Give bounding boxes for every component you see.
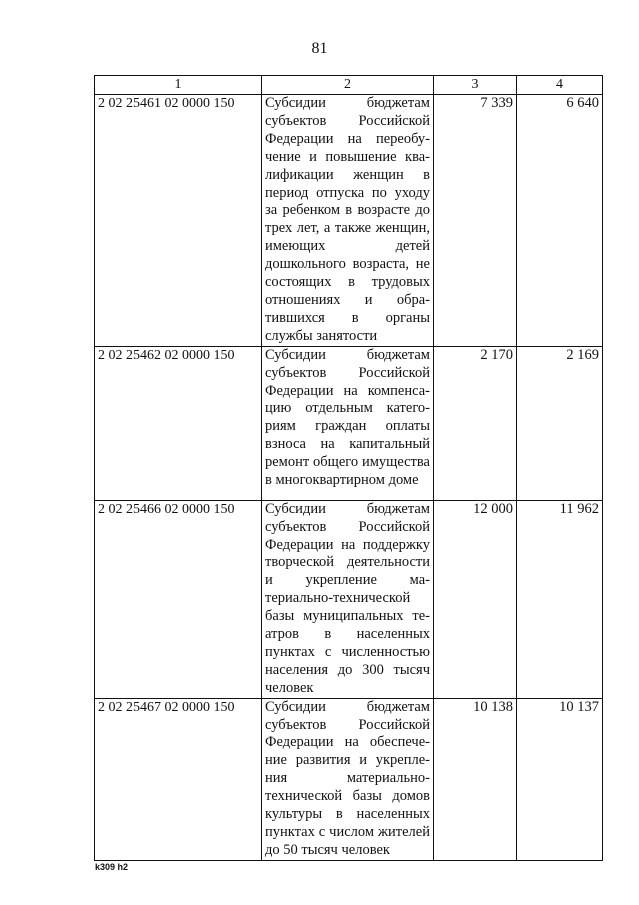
- amount-col3-cell: 2 170: [434, 346, 517, 500]
- description-cell: Субсидии бюджетам субъектов Российской Федерации на переобучение и повышение квалификации женщин в период отпуска по уходу за ребенком в возрасте до трех лет, а также женщин, имеющих детей дошкольного возраста, не состоящих в трудовых отношениях и обратившихся в органы службы занятости: [262, 95, 434, 347]
- amount-col3-cell: 12 000: [434, 500, 517, 698]
- page-number: 81: [311, 40, 328, 57]
- amount-col4-cell: 10 137: [517, 698, 603, 860]
- column-header-2: 2: [262, 76, 434, 95]
- amount-col4-cell: 2 169: [517, 346, 603, 500]
- description-cell: Субсидии бюджетам субъектов Российской Федерации на компенсацию отдельным категориям граждан оплаты взноса на капитальный ремонт общего имущества в многоквартирном доме: [262, 346, 434, 500]
- amount-col3-cell: 10 138: [434, 698, 517, 860]
- table-row: [95, 698, 603, 860]
- document-footer-code: k309 h2: [95, 862, 129, 872]
- table-row: [95, 95, 603, 347]
- description-cell: Субсидии бюджетам субъектов Российской Федерации на обеспечение развития и укрепления материально-технической базы домов культуры в населенных пунктах с числом жителей до 50 тысяч человек: [262, 698, 434, 860]
- column-header-1: 1: [95, 76, 262, 95]
- amount-col3-cell: 7 339: [434, 95, 517, 347]
- amount-col4-cell: 11 962: [517, 500, 603, 698]
- budget-code-cell: 2 02 25462 02 0000 150: [95, 346, 262, 500]
- column-header-4: 4: [517, 76, 603, 95]
- budget-code-cell: 2 02 25467 02 0000 150: [95, 698, 262, 860]
- column-header-3: 3: [434, 76, 517, 95]
- budget-table: [94, 75, 603, 861]
- description-cell: Субсидии бюджетам субъектов Российской Федерации на поддержку творческой деятельности и укрепление материально-технической базы муниципальных театров в населенных пунктах с численностью населения до 300 тысяч человек: [262, 500, 434, 698]
- table-row: [95, 500, 603, 698]
- table-header-row: [95, 76, 603, 95]
- budget-code-cell: 2 02 25461 02 0000 150: [95, 95, 262, 347]
- table-row: [95, 346, 603, 500]
- budget-code-cell: 2 02 25466 02 0000 150: [95, 500, 262, 698]
- amount-col4-cell: 6 640: [517, 95, 603, 347]
